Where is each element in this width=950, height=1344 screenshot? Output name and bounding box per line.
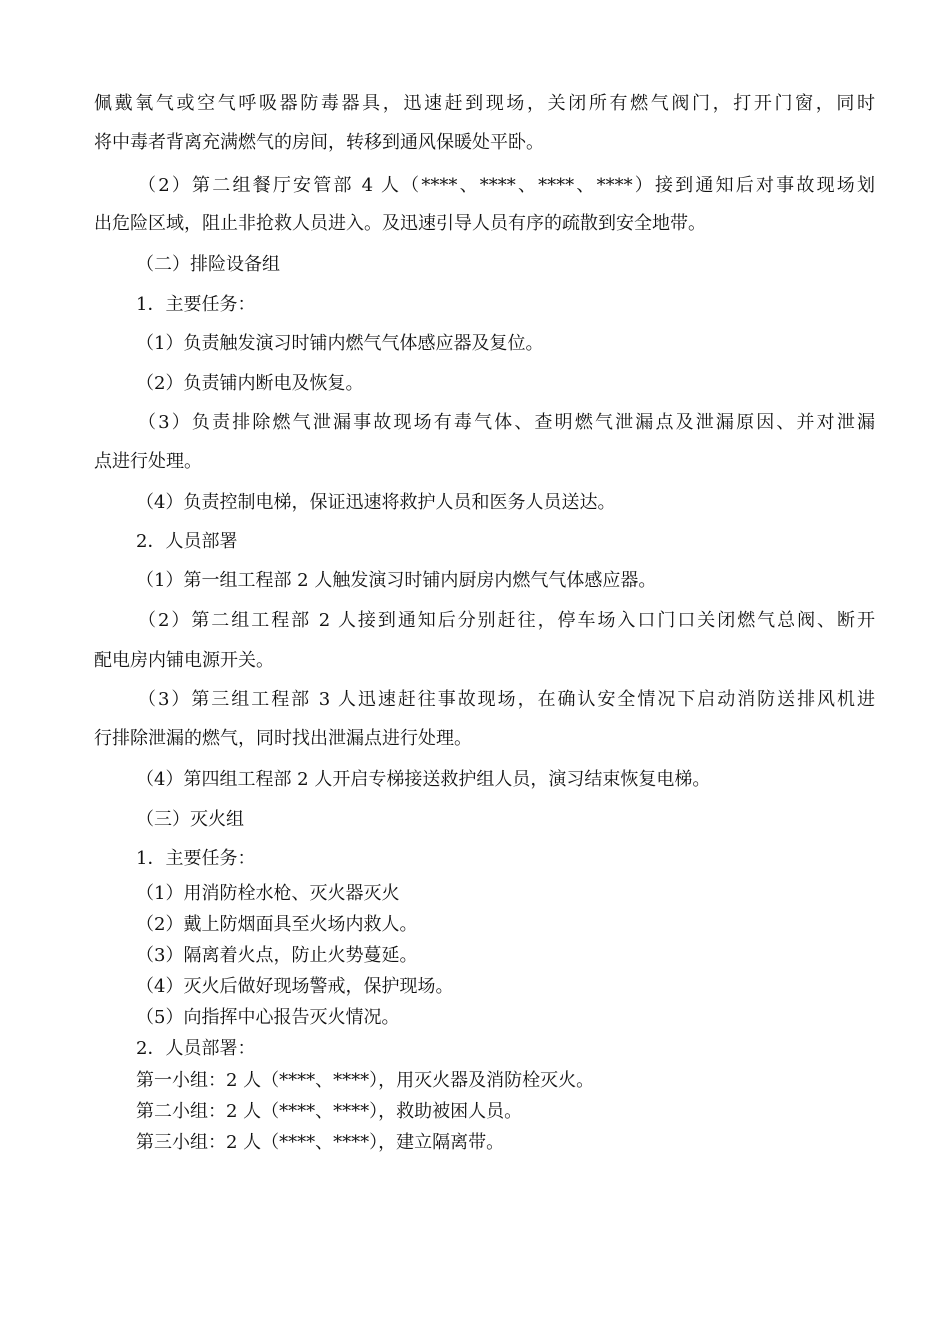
section-heading: （三）灭火组 [136,809,244,830]
text-line: （4）负责控制电梯，保证迅速将救护人员和医务人员送达。 [136,492,616,513]
text-line: 点进行处理。 [94,451,202,472]
text-line: （2）负责铺内断电及恢复。 [136,373,364,394]
text-line: （3）负责排除燃气泄漏事故现场有毒气体、查明燃气泄漏点及泄漏原因、并对泄漏 [138,412,875,433]
text-line: （2）第二组餐厅安管部 4 人（****、****、****、****）接到通知后对事故现场划 [138,175,875,196]
section-heading: （二）排险设备组 [136,254,280,275]
text-line: 佩戴氧气或空气呼吸器防毒器具，迅速赶到现场，关闭所有燃气阀门，打开门窗，同时 [94,93,875,114]
text-line: （4）灭火后做好现场警戒，保护现场。 [136,976,454,997]
text-line: （3）隔离着火点，防止火势蔓延。 [136,945,418,966]
text-line: 将中毒者背离充满燃气的房间，转移到通风保暖处平卧。 [94,132,544,153]
subsection-heading: 2．人员部署 [136,531,238,552]
text-line: 行排除泄漏的燃气，同时找出泄漏点进行处理。 [94,728,472,749]
text-line: 出危险区域，阻止非抢救人员进入。及迅速引导人员有序的疏散到安全地带。 [94,213,706,234]
text-line: （1）第一组工程部 2 人触发演习时铺内厨房内燃气气体感应器。 [136,570,657,591]
text-line: （4）第四组工程部 2 人开启专梯接送救护组人员，演习结束恢复电梯。 [136,769,711,790]
text-line: 配电房内铺电源开关。 [94,650,274,671]
text-line: 第一小组：2 人（****、****），用灭火器及消防栓灭火。 [136,1070,595,1091]
text-line: （2）戴上防烟面具至火场内救人。 [136,914,418,935]
subsection-heading: 1．主要任务： [136,294,256,315]
text-line: （5）向指挥中心报告灭火情况。 [136,1007,400,1028]
text-line: 第二小组：2 人（****、****），救助被困人员。 [136,1101,523,1122]
text-line: 第三小组：2 人（****、****），建立隔离带。 [136,1132,505,1153]
text-line: （1）用消防栓水枪、灭火器灭火 [136,883,400,904]
subsection-heading: 2．人员部署： [136,1038,256,1059]
subsection-heading: 1．主要任务： [136,848,256,869]
text-line: （3）第三组工程部 3 人迅速赶往事故现场，在确认安全情况下启动消防送排风机进 [138,689,875,710]
text-line: （2）第二组工程部 2 人接到通知后分别赶往，停车场入口门口关闭燃气总阀、断开 [138,610,875,631]
text-line: （1）负责触发演习时铺内燃气气体感应器及复位。 [136,333,544,354]
